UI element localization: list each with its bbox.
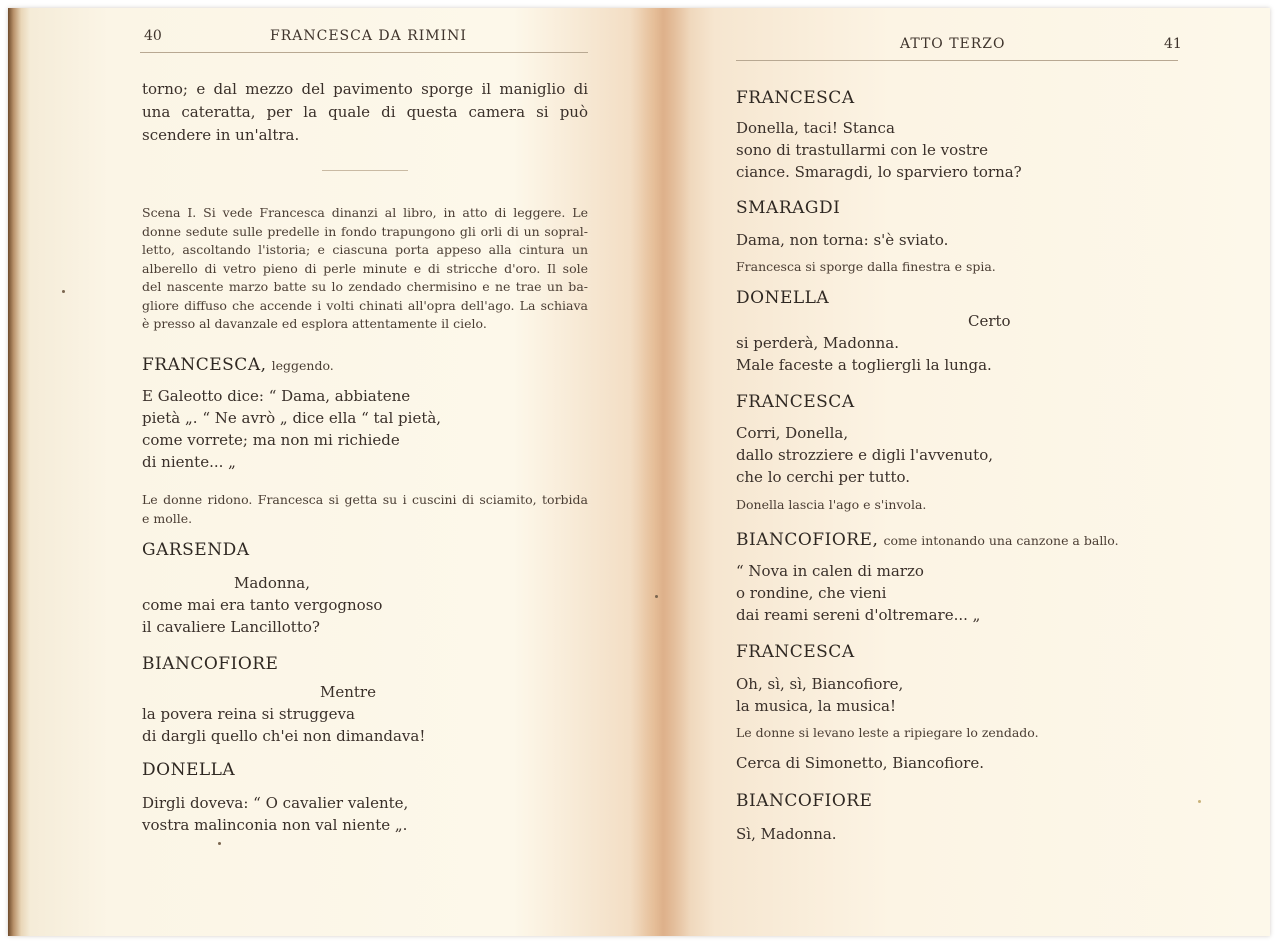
stage-line: Scena I. Si vede Francesca dinanzi al libro, in atto di leggere. Le	[142, 205, 588, 220]
verse-line: il cavaliere Lancillotto?	[142, 618, 320, 636]
verse-block	[736, 229, 948, 251]
verse-line: come mai era tanto vergognoso	[142, 596, 383, 614]
prose-line: scendere in un'altra.	[142, 126, 300, 144]
speaker-direction: come intonando una canzone a ballo.	[883, 533, 1119, 548]
verse-block	[736, 673, 903, 717]
speaker-name: FRANCESCA,	[142, 355, 267, 375]
speaker-name: FRANCESCA	[736, 642, 855, 662]
paper-speck	[655, 595, 658, 598]
verse-line: Oh, sì, sì, Biancofiore,	[736, 675, 904, 693]
section-separator	[322, 170, 408, 171]
verse-line: come vorrete; ma non mi richiede	[142, 431, 400, 449]
verse-line: sono di trastullarmi con le vostre	[736, 141, 988, 159]
verse-block	[736, 310, 1011, 376]
opening-prose	[142, 78, 588, 147]
speaker-name: BIANCOFIORE	[736, 791, 873, 811]
verse-line: o rondine, che vieni	[736, 584, 887, 602]
prose-line: torno; e dal mezzo del pavimento sporge il maniglio di	[142, 80, 588, 98]
speaker-name: BIANCOFIORE,	[736, 530, 879, 550]
stage-line: del nascente marzo batte su lo zendado chermisino e ne trae un ba-	[142, 279, 588, 294]
speaker-heading	[142, 355, 334, 375]
page-edge-shadow	[8, 8, 30, 936]
speaker-name: BIANCOFIORE	[142, 654, 279, 674]
header-rule-right	[736, 60, 1178, 61]
verse-line: pietà „. “ Ne avrò „ dice ella “ tal pietà,	[142, 409, 442, 427]
verse-line: la povera reina si struggeva	[142, 705, 355, 723]
stage-direction-scene	[142, 204, 588, 334]
speaker-name: DONELLA	[142, 760, 236, 780]
running-head-left: FRANCESCA DA RIMINI	[270, 28, 467, 44]
prose-line: una cateratta, per la quale di questa camera si può	[142, 103, 588, 121]
verse-line: Corri, Donella,	[736, 424, 849, 442]
stage-line: e molle.	[142, 510, 193, 526]
verse-line: Male faceste a togliergli la lunga.	[736, 356, 992, 374]
verse-block	[142, 792, 408, 836]
page-number-right: 41	[1164, 36, 1182, 52]
stage-line: letto, ascoltando l'istoria; e ciascuna porta appeso alla cintura un	[142, 242, 588, 257]
stage-line: è presso al davanzale ed esplora attentamente il cielo.	[142, 316, 487, 331]
stage-line: alberello di vetro pieno di perle minute e di stricche d'oro. Il sole	[142, 260, 588, 276]
verse-line: Certo	[968, 312, 1011, 330]
speaker-name: GARSENDA	[142, 540, 250, 560]
running-head-right: ATTO TERZO	[900, 36, 1006, 52]
stage-direction: Le donne si levano leste a ripiegare lo zendado.	[736, 725, 1039, 740]
verse-line: dai reami sereni d'oltremare... „	[736, 606, 981, 624]
paper-speck	[62, 290, 65, 293]
verse-line: dallo strozziere e digli l'avvenuto,	[736, 446, 994, 464]
speaker-name: SMARAGDI	[736, 198, 841, 218]
verse-line: di niente... „	[142, 453, 236, 471]
verse-line: la musica, la musica!	[736, 697, 897, 715]
stage-direction: Donella lascia l'ago e s'invola.	[736, 497, 927, 512]
stage-direction	[142, 491, 588, 528]
verse-block	[142, 385, 441, 473]
verse-line: Madonna,	[234, 574, 310, 592]
paper-speck	[1198, 800, 1201, 803]
speaker-name: FRANCESCA	[736, 88, 855, 108]
verse-line: si perderà, Madonna.	[736, 334, 900, 352]
verse-line: che lo cerchi per tutto.	[736, 468, 911, 486]
verse-line: E Galeotto dice: “ Dama, abbiatene	[142, 387, 411, 405]
verse-line: Cerca di Simonetto, Biancofiore.	[736, 754, 984, 772]
verse-block	[736, 422, 993, 488]
verse-block	[736, 560, 980, 626]
verse-line: Sì, Madonna.	[736, 825, 837, 843]
speaker-name: DONELLA	[736, 288, 830, 308]
verse-block	[736, 823, 837, 845]
verse-line: vostra malinconia non val niente „.	[142, 816, 408, 834]
page-number-left: 40	[144, 28, 162, 44]
speaker-name: FRANCESCA	[736, 392, 855, 412]
verse-block	[142, 681, 425, 747]
verse-block	[736, 117, 1022, 183]
paper-speck	[218, 842, 221, 845]
stage-line: Le donne ridono. Francesca si getta su i cuscini di sciamito, torbida	[142, 492, 588, 507]
verse-line: Dirgli doveva: “ O cavalier valente,	[142, 794, 409, 812]
verse-block	[142, 572, 382, 638]
header-rule-left	[140, 52, 588, 53]
verse-line: di dargli quello ch'ei non dimandava!	[142, 727, 426, 745]
verse-line: “ Nova in calen di marzo	[736, 562, 924, 580]
verse-line: Dama, non torna: s'è sviato.	[736, 231, 949, 249]
stage-direction: Francesca si sporge dalla finestra e spia.	[736, 259, 996, 274]
speaker-heading	[736, 530, 1119, 550]
verse-line: Mentre	[320, 683, 376, 701]
verse-line: Donella, taci! Stanca	[736, 119, 895, 137]
stage-line: donne sedute sulle predelle in fondo trapungono gli orli di un sopral-	[142, 223, 588, 239]
verse-line: ciance. Smaragdi, lo sparviero torna?	[736, 163, 1022, 181]
speaker-direction: leggendo.	[271, 358, 334, 373]
stage-line: gliore diffuso che accende i volti chinati all'opra dell'ago. La schiava	[142, 297, 588, 313]
book-spine-shadow	[630, 8, 690, 936]
